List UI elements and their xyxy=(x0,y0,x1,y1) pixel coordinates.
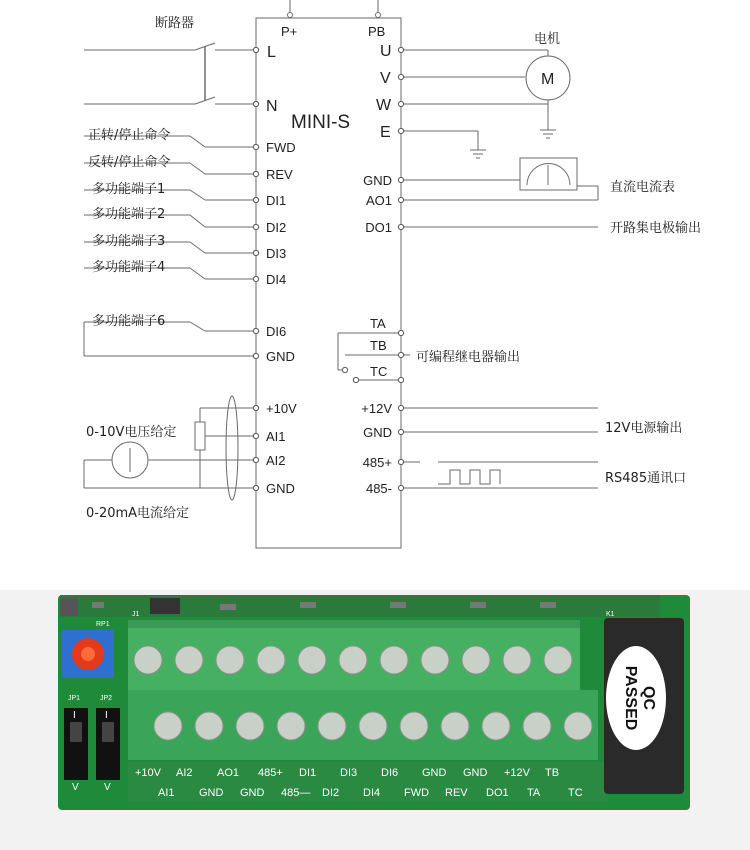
terminal-gnd-analog: GND xyxy=(266,481,295,496)
terminal-dot xyxy=(253,144,258,149)
motor-symbol: M xyxy=(541,71,555,88)
screw-terminal-bottom xyxy=(318,712,346,740)
screw-terminal-bottom xyxy=(441,712,469,740)
terminal-10v: +10V xyxy=(266,401,297,416)
board-label-bottom: GND xyxy=(199,787,224,799)
terminal-dot xyxy=(398,101,403,106)
power-out-label: 12V电源输出 xyxy=(605,421,683,436)
screw-terminal-bottom xyxy=(195,712,223,740)
board-label-bottom: GND xyxy=(240,787,265,799)
jumper-jp1 xyxy=(64,708,88,780)
terminal-pb: PB xyxy=(368,24,386,39)
input-label-fwd: 正转/停止命令 xyxy=(88,128,171,143)
qc-label: QC xyxy=(640,686,657,710)
terminal-dot xyxy=(398,197,403,202)
screw-terminal-bottom xyxy=(523,712,551,740)
input-label-rev: 反转/停止命令 xyxy=(88,155,171,170)
terminal-485n: 485- xyxy=(365,481,392,496)
terminal-rev: REV xyxy=(266,167,293,182)
terminal-dot xyxy=(253,250,258,255)
board-label-bottom: AI1 xyxy=(158,787,175,799)
terminal-dot xyxy=(398,352,403,357)
relay-label: 可编程继电器输出 xyxy=(416,350,521,365)
terminal-ai1: AI1 xyxy=(266,429,286,444)
model-title: MINI-S xyxy=(291,112,351,133)
terminal-dot xyxy=(342,367,347,372)
terminal-dot xyxy=(353,377,358,382)
terminal-w: W xyxy=(376,97,392,114)
voltage-label: 0-10V电压给定 xyxy=(86,425,177,440)
terminal-dot xyxy=(253,353,258,358)
input-label-di3: 多功能端子3 xyxy=(92,234,166,249)
input-label-di2: 多功能端子2 xyxy=(92,207,166,222)
terminal-dot xyxy=(253,224,258,229)
board-label-top: 485+ xyxy=(258,767,283,779)
terminal-dot xyxy=(253,328,258,333)
terminal-dot xyxy=(253,457,258,462)
terminal-dot xyxy=(398,485,403,490)
terminal-12v: +12V xyxy=(361,401,392,416)
screw-terminal-top xyxy=(339,646,367,674)
terminal-dot xyxy=(398,47,403,52)
terminal-dot xyxy=(398,377,403,382)
terminal-dot xyxy=(398,74,403,79)
board-label-bottom: REV xyxy=(445,787,468,799)
screw-terminal-top xyxy=(216,646,244,674)
terminal-di6: DI6 xyxy=(266,324,287,339)
breaker-label: 断路器 xyxy=(155,16,195,31)
terminal-p-plus: P+ xyxy=(281,24,298,39)
jumper-mark-v1: V xyxy=(72,782,79,793)
terminal-dot xyxy=(253,197,258,202)
screw-terminal-top xyxy=(257,646,285,674)
terminal-e: E xyxy=(380,124,391,141)
screw-terminal-bottom xyxy=(482,712,510,740)
board-label-bottom: DI4 xyxy=(363,787,381,799)
board-label-bottom: DI2 xyxy=(322,787,340,799)
screw-terminal-top xyxy=(134,646,162,674)
board-label-bottom: DO1 xyxy=(486,787,509,799)
board-label-top: GND xyxy=(422,767,447,779)
terminal-dot xyxy=(398,128,403,133)
screw-terminal-top xyxy=(544,646,572,674)
board-label-bottom: 485— xyxy=(281,787,311,799)
terminal-v: V xyxy=(380,70,391,87)
board-label-top: DI1 xyxy=(299,767,317,779)
terminal-dot xyxy=(398,459,403,464)
terminal-l: L xyxy=(267,44,276,61)
board-label-bottom: TC xyxy=(568,787,583,799)
terminal-485p: 485+ xyxy=(362,455,392,470)
terminal-gnd-out: GND xyxy=(363,173,392,188)
terminal-dot xyxy=(398,330,403,335)
pcb-mark-j1: J1 xyxy=(132,611,140,618)
terminal-di3: DI3 xyxy=(266,246,287,261)
terminal-dot xyxy=(253,485,258,490)
screw-terminal-top xyxy=(380,646,408,674)
screw-terminal-top xyxy=(421,646,449,674)
input-label-di6: 多功能端子6 xyxy=(92,314,166,329)
board-label-bottom: FWD xyxy=(404,787,430,799)
input-label-di4: 多功能端子4 xyxy=(92,260,166,275)
terminal-dot xyxy=(398,429,403,434)
board-label-top: +12V xyxy=(504,767,530,779)
terminal-di2: DI2 xyxy=(266,220,287,235)
terminal-dot xyxy=(253,433,258,438)
jumper-label-jp2: JP2 xyxy=(100,695,113,702)
terminal-fwd: FWD xyxy=(266,140,296,155)
pcb-mark-rp1: RP1 xyxy=(96,621,110,628)
jumper-mark-i1: I xyxy=(73,710,76,721)
screw-terminal-bottom xyxy=(359,712,387,740)
screw-terminal-top xyxy=(175,646,203,674)
screw-terminal-top xyxy=(298,646,326,674)
terminal-ta: TA xyxy=(370,316,386,331)
terminal-dot xyxy=(398,405,403,410)
jumper-mark-i2: I xyxy=(105,710,108,721)
terminal-ai2: AI2 xyxy=(266,453,286,468)
screw-terminal-top xyxy=(503,646,531,674)
terminal-dot xyxy=(253,276,258,281)
terminal-di1: DI1 xyxy=(266,193,287,208)
terminal-dot xyxy=(253,405,258,410)
board-label-bottom: TA xyxy=(527,787,541,799)
terminal-ao1: AO1 xyxy=(365,193,392,208)
terminal-dot xyxy=(253,101,258,106)
terminal-gnd-left: GND xyxy=(266,349,295,364)
terminal-dot xyxy=(253,47,258,52)
board-label-top: DI6 xyxy=(381,767,399,779)
jumper-mark-v2: V xyxy=(104,782,111,793)
board-label-top: +10V xyxy=(135,767,161,779)
terminal-n: N xyxy=(266,98,278,115)
screw-terminal-bottom xyxy=(277,712,305,740)
rs485-label: RS485通讯口 xyxy=(605,471,687,486)
board-label-top: AO1 xyxy=(217,767,240,779)
screw-terminal-top xyxy=(462,646,490,674)
screw-terminal-bottom xyxy=(154,712,182,740)
board-label-top: TB xyxy=(545,767,560,779)
terminal-tc: TC xyxy=(370,364,388,379)
screw-terminal-bottom xyxy=(236,712,264,740)
pcb-photo xyxy=(0,590,750,850)
screw-terminal-bottom xyxy=(564,712,592,740)
terminal-do1: DO1 xyxy=(365,220,392,235)
terminal-dot xyxy=(253,171,258,176)
terminal-tb: TB xyxy=(370,338,387,353)
motor-label: 电机 xyxy=(534,32,561,47)
terminal-dot xyxy=(398,177,403,182)
terminal-dot xyxy=(398,224,403,229)
pcb-mark-k1: K1 xyxy=(606,611,615,618)
input-label-di1: 多功能端子1 xyxy=(92,182,166,197)
jumper-label-jp1: JP1 xyxy=(68,695,81,702)
open-collector-label: 开路集电极输出 xyxy=(610,221,702,236)
terminal-u: U xyxy=(380,43,392,60)
jumper-jp2 xyxy=(96,708,120,780)
terminal-gnd-right: GND xyxy=(363,425,392,440)
board-label-top: DI3 xyxy=(340,767,358,779)
screw-terminal-bottom xyxy=(400,712,428,740)
board-label-top: GND xyxy=(463,767,488,779)
ammeter-label: 直流电流表 xyxy=(610,180,676,195)
board-label-top: AI2 xyxy=(176,767,193,779)
passed-label: PASSED xyxy=(622,665,639,731)
terminal-di4: DI4 xyxy=(266,272,287,287)
current-label: 0-20mA电流给定 xyxy=(86,506,190,521)
